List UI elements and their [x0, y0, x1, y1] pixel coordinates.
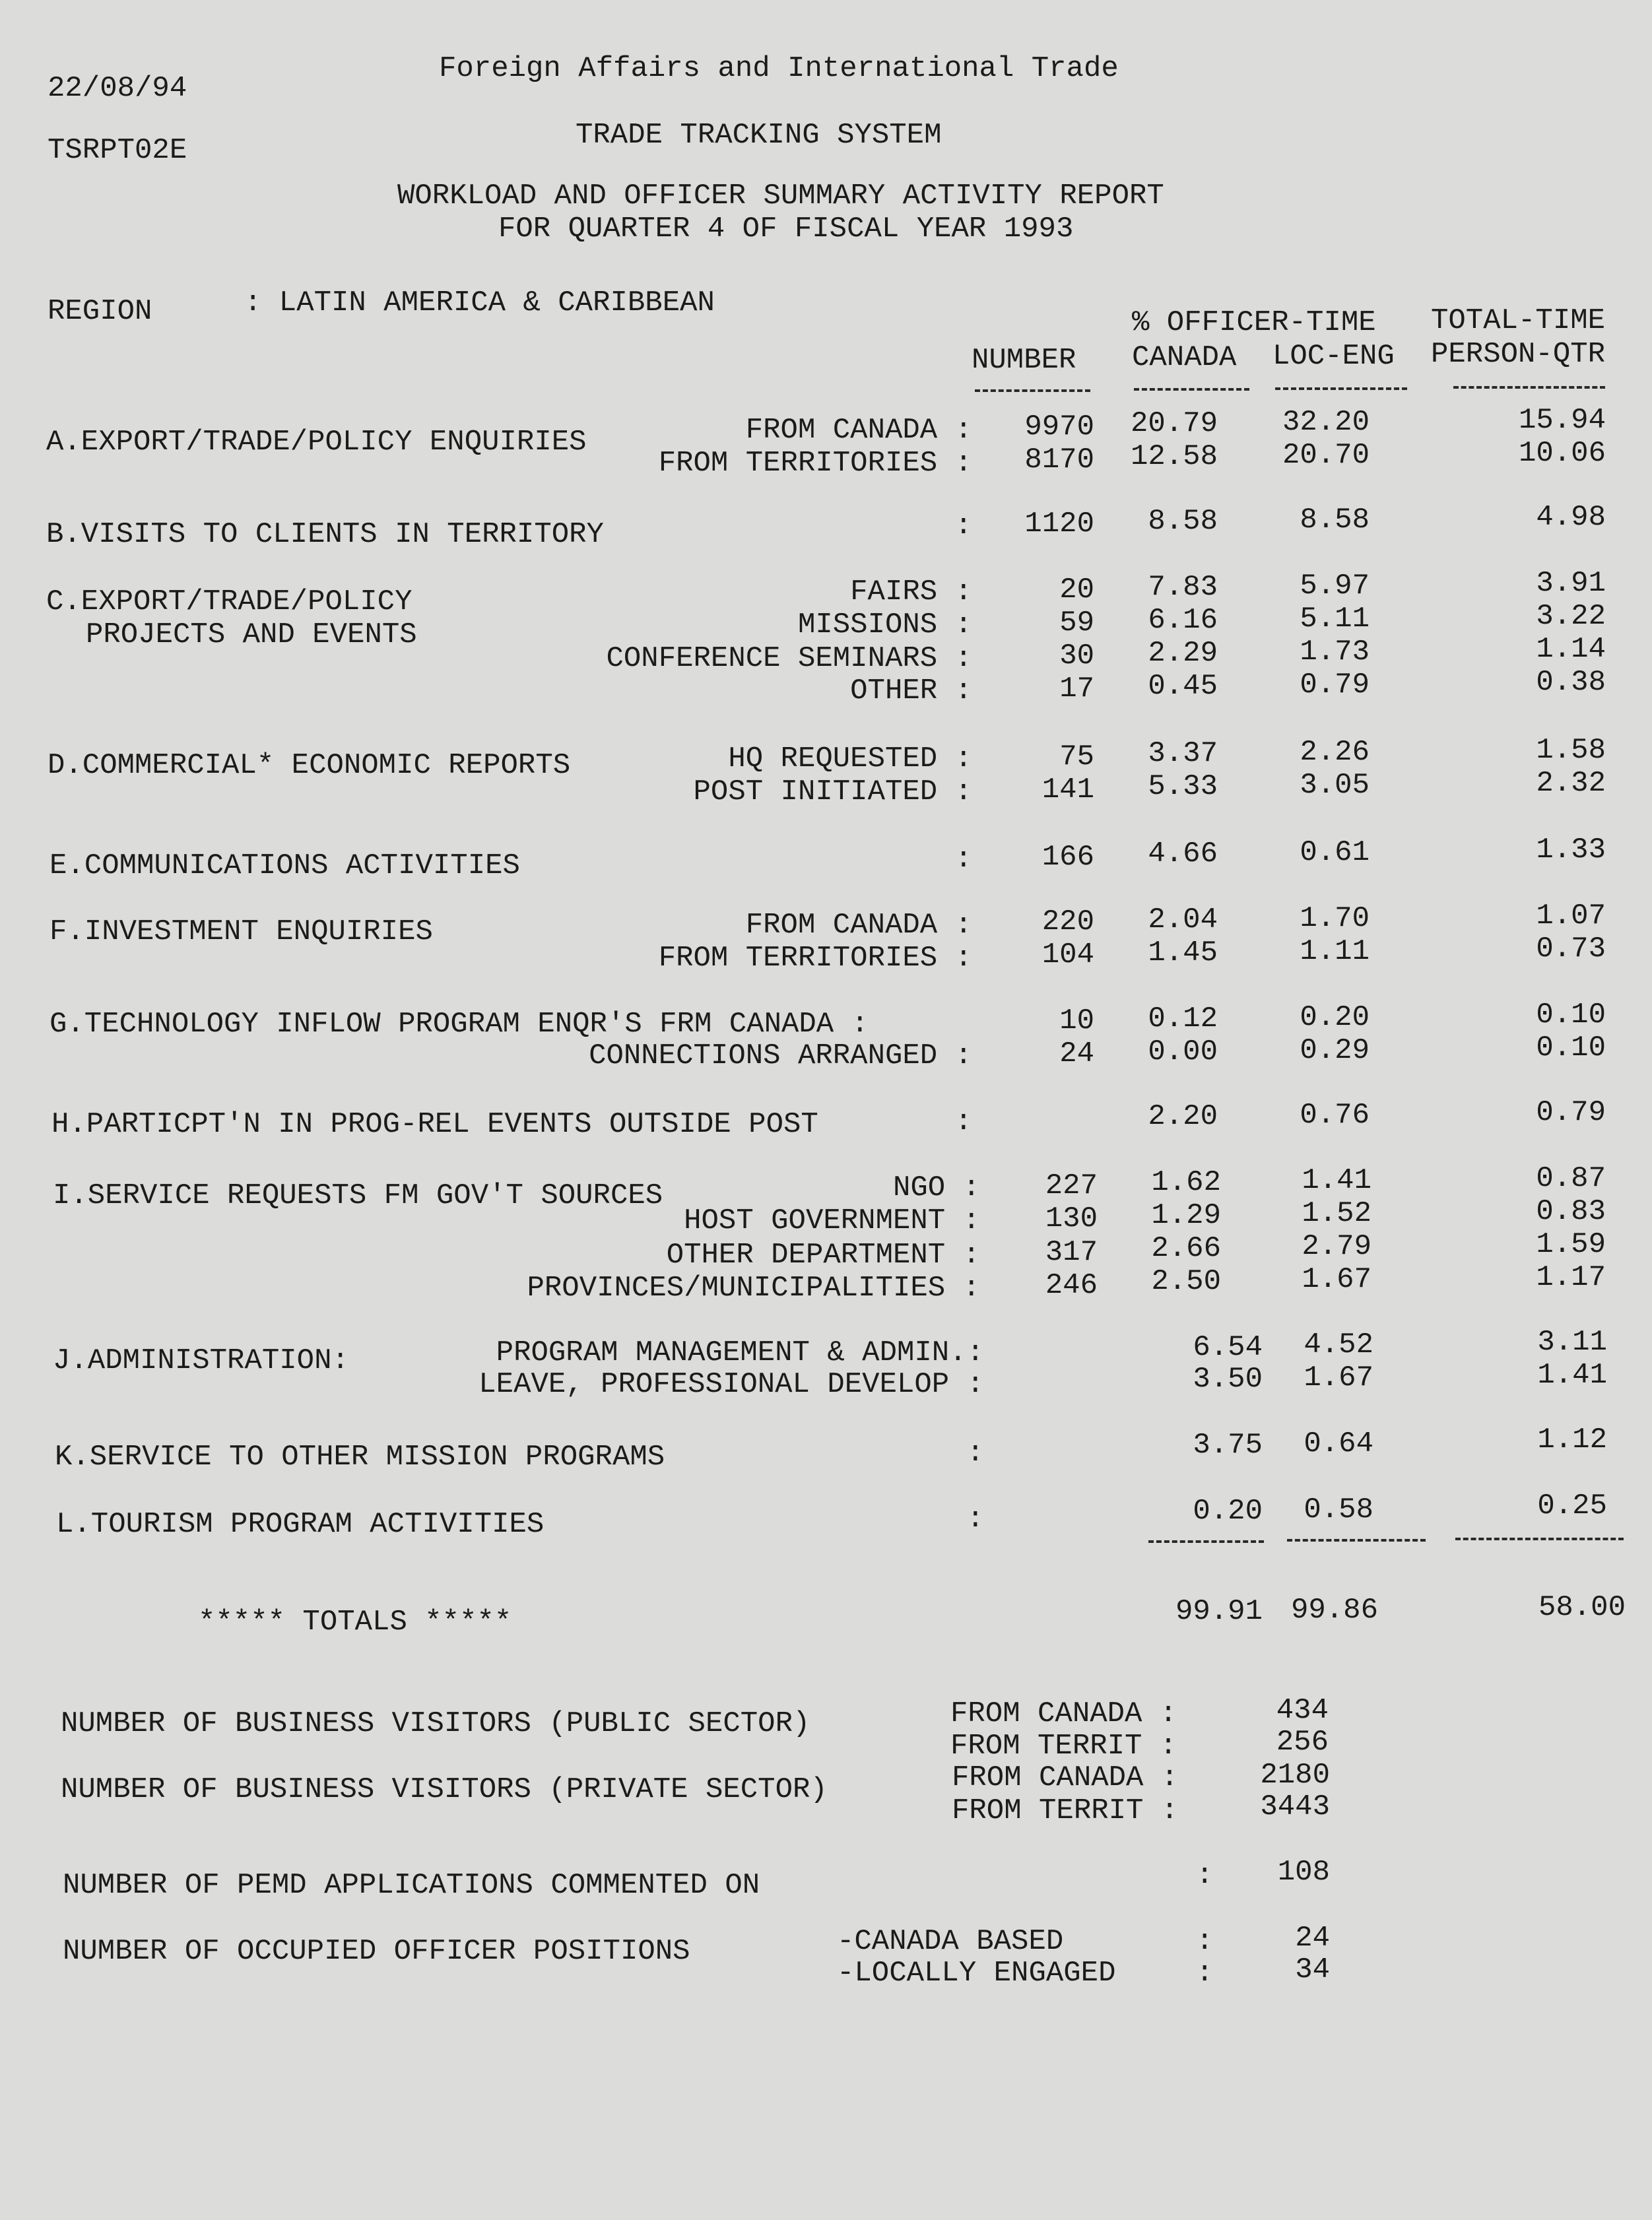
canada-based-label: -CANADA BASED — [837, 1925, 1064, 1958]
locally-engaged-colon: : — [1196, 1957, 1214, 1990]
row-total: 0.10 — [1536, 998, 1606, 1031]
row-total: 4.98 — [1536, 501, 1606, 534]
row-label: PROGRAM MANAGEMENT & ADMIN.: — [496, 1336, 984, 1369]
row-number: 20 — [1059, 573, 1094, 606]
row-number: 9970 — [1024, 410, 1094, 443]
row-number: 104 — [1041, 938, 1094, 971]
totals-canada: 99.91 — [1175, 1595, 1263, 1628]
row-total: 1.17 — [1536, 1261, 1606, 1294]
row-number: 166 — [1041, 841, 1094, 874]
business-visitors-private-label: NUMBER OF BUSINESS VISITORS (PRIVATE SECTOR) — [61, 1773, 828, 1806]
row-label: FAIRS : — [850, 575, 972, 608]
row-total: 2.32 — [1536, 767, 1606, 800]
row-canada: 3.75 — [1193, 1429, 1263, 1462]
row-label: FROM TERRITORIES : — [658, 942, 972, 975]
row-loc-eng: 32.20 — [1282, 406, 1370, 439]
row-total: 1.12 — [1537, 1423, 1607, 1456]
row-loc-eng: 3.05 — [1300, 769, 1370, 802]
row-number: 317 — [1045, 1236, 1098, 1269]
row-canada: 2.20 — [1148, 1100, 1218, 1133]
row-label: FROM CANADA : — [745, 414, 972, 447]
col-total-time: TOTAL-TIME — [1431, 304, 1606, 337]
row-number: 10 — [1059, 1004, 1094, 1037]
from-canada-label: FROM CANADA : — [952, 1761, 1179, 1794]
row-number: 130 — [1045, 1202, 1098, 1235]
totals-divider — [1287, 1539, 1426, 1542]
row-canada: 8.58 — [1148, 505, 1218, 538]
row-label: POST INITIATED : — [693, 775, 972, 808]
col-divider — [1134, 388, 1249, 391]
row-loc-eng: 20.70 — [1282, 439, 1370, 472]
occupied-positions-label: NUMBER OF OCCUPIED OFFICER POSITIONS — [63, 1935, 690, 1968]
row-canada: 1.62 — [1151, 1166, 1221, 1199]
row-total: 15.94 — [1518, 404, 1606, 437]
row-label: : — [954, 509, 972, 542]
row-canada: 2.04 — [1148, 903, 1218, 936]
row-canada: 0.20 — [1193, 1495, 1263, 1528]
row-loc-eng: 0.58 — [1304, 1493, 1373, 1526]
col-divider — [1275, 387, 1407, 390]
report-title-line1: WORKLOAD AND OFFICER SUMMARY ACTIVITY REPORT — [397, 180, 1164, 212]
system-name: TRADE TRACKING SYSTEM — [576, 119, 942, 152]
section-title: J.ADMINISTRATION: — [53, 1344, 349, 1377]
row-label: MISSIONS : — [797, 608, 972, 641]
row-label: : — [966, 1503, 984, 1536]
row-canada: 1.29 — [1151, 1199, 1221, 1232]
row-loc-eng: 4.52 — [1304, 1328, 1373, 1361]
report-code: TSRPT02E — [48, 134, 187, 167]
totals-divider — [1455, 1538, 1624, 1540]
col-officer-time: % OFFICER-TIME — [1132, 306, 1376, 339]
row-label: : — [966, 1437, 984, 1470]
row-label: FROM CANADA : — [745, 909, 972, 942]
row-canada: 20.79 — [1130, 407, 1218, 440]
section-title: A.EXPORT/TRADE/POLICY ENQUIRIES — [46, 426, 587, 459]
row-loc-eng: 2.26 — [1300, 736, 1370, 769]
row-total: 1.58 — [1536, 734, 1606, 767]
private-from-territ-value: 3443 — [1260, 1790, 1330, 1823]
section-title: B.VISITS TO CLIENTS IN TERRITORY — [46, 518, 604, 551]
row-total: 0.25 — [1537, 1489, 1607, 1522]
row-number: 246 — [1045, 1269, 1098, 1302]
row-number: 8170 — [1024, 443, 1094, 476]
section-title: L.TOURISM PROGRAM ACTIVITIES — [56, 1508, 545, 1541]
row-total: 0.73 — [1536, 932, 1606, 965]
row-canada: 7.83 — [1148, 571, 1218, 604]
row-number: 141 — [1041, 773, 1094, 806]
col-number: NUMBER — [972, 344, 1076, 377]
row-total: 0.83 — [1536, 1195, 1606, 1228]
report-date: 22/08/94 — [48, 72, 187, 105]
row-total: 3.22 — [1536, 600, 1606, 633]
region-value: : LATIN AMERICA & CARIBBEAN — [244, 286, 715, 319]
row-label: PROVINCES/MUNICIPALITIES : — [527, 1272, 980, 1305]
col-loc-eng: LOC-ENG — [1272, 340, 1395, 373]
row-total: 1.14 — [1536, 633, 1606, 666]
row-loc-eng: 2.79 — [1302, 1230, 1371, 1263]
locally-engaged-value: 34 — [1295, 1953, 1330, 1986]
row-canada: 12.58 — [1130, 440, 1218, 473]
row-canada: 3.50 — [1193, 1363, 1263, 1396]
row-canada: 2.50 — [1151, 1265, 1221, 1298]
row-number: 24 — [1059, 1037, 1094, 1070]
from-territ-label: FROM TERRIT : — [952, 1794, 1179, 1827]
row-loc-eng: 1.67 — [1302, 1263, 1371, 1296]
col-canada: CANADA — [1132, 341, 1237, 374]
pemd-applications-value: 108 — [1277, 1856, 1330, 1889]
row-total: 10.06 — [1518, 437, 1606, 470]
canada-based-colon: : — [1196, 1925, 1214, 1958]
row-loc-eng: 1.52 — [1302, 1197, 1371, 1230]
from-canada-label: FROM CANADA : — [950, 1697, 1177, 1730]
row-label: HQ REQUESTED : — [728, 742, 972, 775]
row-loc-eng: 0.20 — [1300, 1001, 1370, 1034]
row-loc-eng: 8.58 — [1300, 504, 1370, 537]
row-canada: 5.33 — [1148, 770, 1218, 803]
row-label: LEAVE, PROFESSIONAL DEVELOP : — [479, 1368, 984, 1401]
row-loc-eng: 1.67 — [1304, 1361, 1373, 1394]
row-number: 30 — [1059, 639, 1094, 672]
row-label: OTHER : — [850, 674, 972, 707]
pemd-colon: : — [1196, 1859, 1214, 1892]
row-number: 220 — [1041, 905, 1094, 938]
private-from-canada-value: 2180 — [1260, 1759, 1330, 1792]
row-canada: 3.37 — [1148, 737, 1218, 770]
row-total: 1.07 — [1536, 899, 1606, 932]
row-loc-eng: 0.29 — [1300, 1034, 1370, 1067]
row-canada: 0.45 — [1148, 670, 1218, 703]
row-label: HOST GOVERNMENT : — [684, 1204, 980, 1237]
row-label: : — [954, 843, 972, 876]
row-canada: 0.00 — [1148, 1035, 1218, 1068]
row-total: 3.91 — [1536, 567, 1606, 600]
col-divider — [975, 389, 1090, 392]
row-label: CONFERENCE SEMINARS : — [606, 642, 972, 675]
row-canada: 2.29 — [1148, 637, 1218, 670]
business-visitors-public-label: NUMBER OF BUSINESS VISITORS (PUBLIC SECTOR) — [61, 1707, 810, 1740]
row-total: 0.79 — [1536, 1096, 1606, 1129]
section-title: F.INVESTMENT ENQUIRIES — [50, 915, 433, 948]
public-from-canada-value: 434 — [1276, 1694, 1329, 1727]
row-number: 75 — [1059, 740, 1094, 773]
row-loc-eng: 5.11 — [1300, 603, 1370, 636]
totals-divider — [1148, 1540, 1264, 1543]
row-loc-eng: 1.73 — [1300, 636, 1370, 669]
row-total: 0.10 — [1536, 1031, 1606, 1064]
section-title: D.COMMERCIAL* ECONOMIC REPORTS — [48, 749, 571, 782]
locally-engaged-label: -LOCALLY ENGAGED — [837, 1957, 1116, 1990]
row-number: 1120 — [1024, 507, 1094, 540]
totals-loc-eng: 99.86 — [1290, 1594, 1378, 1627]
col-divider — [1453, 386, 1605, 389]
row-loc-eng: 0.79 — [1300, 669, 1370, 702]
row-canada: 0.12 — [1148, 1002, 1218, 1035]
section-title: G.TECHNOLOGY INFLOW PROGRAM ENQR'S FRM CANADA : — [50, 1008, 869, 1041]
row-total: 0.87 — [1536, 1162, 1606, 1195]
section-title: E.COMMUNICATIONS ACTIVITIES — [50, 849, 520, 882]
row-total: 0.38 — [1536, 666, 1606, 699]
from-territ-label: FROM TERRIT : — [950, 1730, 1177, 1763]
pemd-applications-label: NUMBER OF PEMD APPLICATIONS COMMENTED ON — [63, 1869, 760, 1902]
row-canada: 1.45 — [1148, 936, 1218, 969]
row-loc-eng: 0.61 — [1300, 836, 1370, 869]
section-title: C.EXPORT/TRADE/POLICY — [46, 585, 413, 618]
organization-name: Foreign Affairs and International Trade — [439, 52, 1119, 85]
row-loc-eng: 0.64 — [1304, 1427, 1373, 1460]
row-number: 17 — [1059, 672, 1094, 705]
row-total: 3.11 — [1537, 1326, 1607, 1359]
section-title: I.SERVICE REQUESTS FM GOV'T SOURCES — [53, 1179, 663, 1212]
row-total: 1.59 — [1536, 1228, 1606, 1261]
section-title-line2: PROJECTS AND EVENTS — [86, 618, 417, 651]
row-canada: 6.16 — [1148, 604, 1218, 637]
row-loc-eng: 1.11 — [1300, 935, 1370, 968]
report-title-line2: FOR QUARTER 4 OF FISCAL YEAR 1993 — [498, 212, 1074, 245]
public-from-territ-value: 256 — [1276, 1726, 1329, 1759]
row-loc-eng: 1.41 — [1302, 1164, 1371, 1197]
region-label: REGION — [48, 295, 152, 328]
section-title: H.PARTICPT'N IN PROG-REL EVENTS OUTSIDE POST — [51, 1108, 818, 1141]
row-total: 1.41 — [1537, 1359, 1607, 1392]
section-title: K.SERVICE TO OTHER MISSION PROGRAMS — [55, 1441, 665, 1474]
row-label: OTHER DEPARTMENT : — [666, 1239, 980, 1272]
row-label: NGO : — [892, 1171, 980, 1204]
totals-total: 58.00 — [1538, 1591, 1626, 1624]
row-loc-eng: 5.97 — [1300, 570, 1370, 603]
row-label: FROM TERRITORIES : — [658, 447, 972, 480]
row-number: 59 — [1059, 606, 1094, 639]
row-loc-eng: 1.70 — [1300, 902, 1370, 935]
row-label: : — [954, 1105, 972, 1138]
col-person-qtr: PERSON-QTR — [1431, 338, 1606, 371]
row-loc-eng: 0.76 — [1300, 1099, 1370, 1132]
canada-based-value: 24 — [1295, 1922, 1330, 1955]
row-number: 227 — [1045, 1169, 1098, 1202]
row-canada: 4.66 — [1148, 837, 1218, 870]
row-total: 1.33 — [1536, 833, 1606, 866]
totals-label: ***** TOTALS ***** — [198, 1606, 512, 1639]
row-canada: 2.66 — [1151, 1232, 1221, 1265]
row-label: CONNECTIONS ARRANGED : — [589, 1039, 972, 1072]
row-canada: 6.54 — [1193, 1331, 1263, 1364]
